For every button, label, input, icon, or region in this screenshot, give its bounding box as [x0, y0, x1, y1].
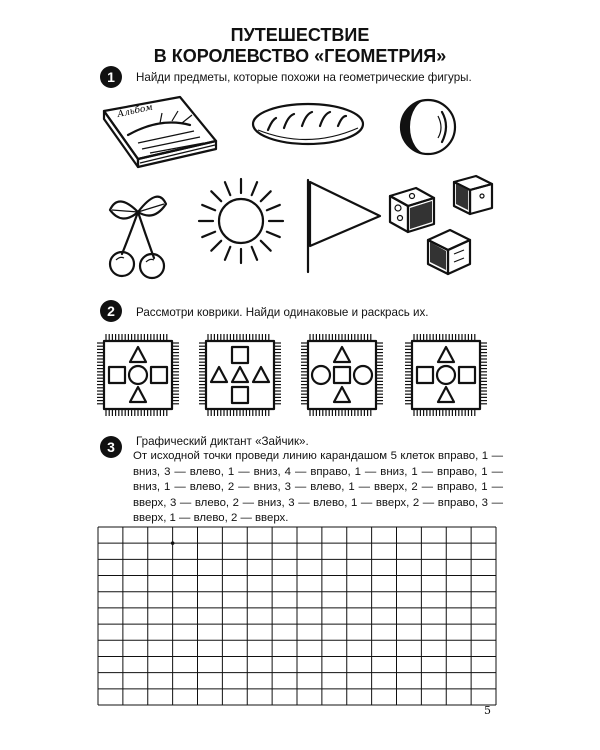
square-shape [151, 367, 167, 383]
square-shape [109, 367, 125, 383]
rug-4 [404, 333, 488, 417]
cube-icon [450, 172, 496, 218]
bread-loaf-icon [250, 98, 366, 150]
sun-ray [252, 182, 257, 195]
circle-shape [312, 366, 330, 384]
rug-1 [96, 333, 180, 417]
triangle-shape [253, 367, 269, 382]
square-shape [232, 347, 248, 363]
cube-icon [424, 226, 476, 278]
page-title-line-1: ПУТЕШЕСТВИЕ [230, 25, 370, 45]
rug-border [308, 341, 376, 409]
rug-2 [198, 333, 282, 417]
ball-icon [398, 98, 458, 156]
sun-ray [211, 241, 221, 251]
cherries-icon [102, 182, 172, 282]
task-2-text: Рассмотри коврики. Найди одинаковые и раскрась их. [136, 306, 429, 319]
triangle-shape [130, 387, 146, 402]
task-1-text: Найди предметы, которые похожи на геометрические фигуры. [136, 71, 472, 84]
album-label: Альбом [116, 102, 154, 120]
sun-ray [261, 241, 271, 251]
page-number: 5 [484, 704, 491, 717]
triangle-shape [211, 367, 227, 382]
triangle-shape [438, 347, 454, 362]
square-shape [334, 367, 350, 383]
square-shape [232, 387, 248, 403]
sun-ray [261, 191, 271, 201]
start-point [171, 541, 175, 545]
flag-icon [300, 176, 384, 276]
circle-shape [354, 366, 372, 384]
sun-ray [252, 247, 257, 260]
sun-ray [202, 232, 215, 237]
triangle-shape [334, 347, 350, 362]
page-title-line-2: В КОРОЛЕВСТВО «ГЕОМЕТРИЯ» [153, 46, 447, 66]
sun-ray [202, 205, 215, 210]
task-3-heading: Графический диктант «Зайчик». [136, 435, 309, 448]
sun-ray [211, 191, 221, 201]
square-shape [417, 367, 433, 383]
triangle-shape [334, 387, 350, 402]
triangle-shape [130, 347, 146, 362]
sun-ray [267, 232, 280, 237]
sun-ray [225, 247, 230, 260]
sun-icon [196, 176, 286, 266]
rug-border [104, 341, 172, 409]
rug-border [206, 341, 274, 409]
task-2-number: 2 [100, 300, 122, 322]
task-1-number: 1 [100, 66, 122, 88]
circle-shape [437, 366, 455, 384]
sun-ray [225, 182, 230, 195]
triangle-shape [232, 367, 248, 382]
square-shape [459, 367, 475, 383]
rug-border [412, 341, 480, 409]
sun-ray [267, 205, 280, 210]
album-book-icon [98, 93, 220, 171]
triangle-shape [438, 387, 454, 402]
dictation-grid[interactable] [98, 527, 496, 705]
circle-shape [129, 366, 147, 384]
rug-3 [300, 333, 384, 417]
task-3-instructions: От исходной точки проведи линию карандашом 5 клеток вправо, 1 — вниз, 3 — влево, 1 — вниз, 4 — вправо, 1 — вниз, 1 — вправо, 1 — вниз, 1 — влево, 2 — вниз, 3 — влево, 1 — вверх, 2 — вправо, 1 — вверх, 3 — влево, 2 — вниз, 3 — влево, 1 — вверх, 2 — вправо, 3 — вверх, 1 — влево, 2 — вверх. [133, 450, 503, 525]
task-3-number: 3 [100, 436, 122, 458]
